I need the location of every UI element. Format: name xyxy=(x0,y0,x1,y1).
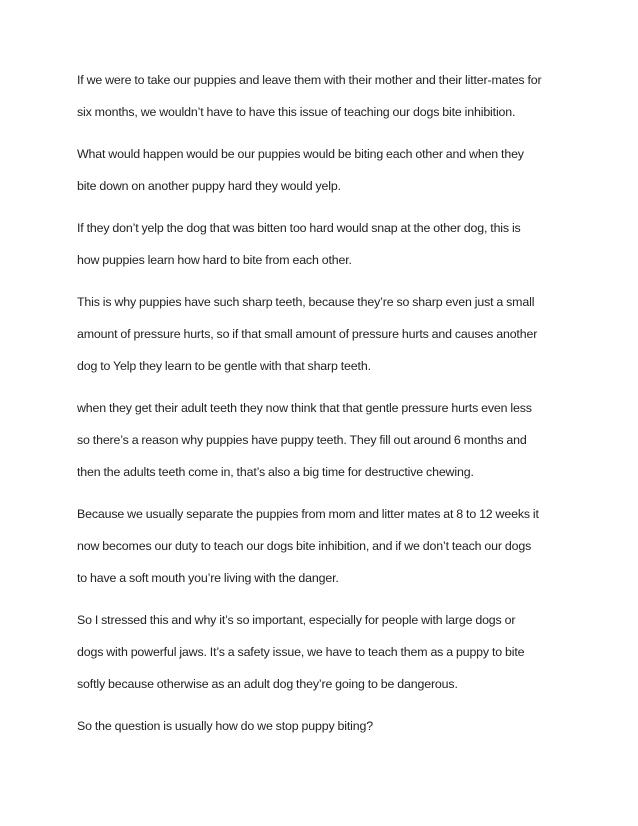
text-line: So I stressed this and why it’s so important, especially for people with large dogs or xyxy=(77,613,516,627)
text-line: when they get their adult teeth they now think that that gentle pressure hurts even less xyxy=(77,401,532,415)
paragraph xyxy=(77,286,577,382)
text-line: to have a soft mouth you’re living with the danger. xyxy=(77,571,339,585)
paragraph xyxy=(77,604,577,700)
paragraph xyxy=(77,138,577,202)
text-line: six months, we wouldn’t have to have this issue of teaching our dogs bite inhibition. xyxy=(77,105,516,119)
text-line: If they don’t yelp the dog that was bitten too hard would snap at the other dog, this is xyxy=(77,221,521,235)
paragraph xyxy=(77,212,577,276)
text-line: now becomes our duty to teach our dogs bite inhibition, and if we don’t teach our dogs xyxy=(77,539,532,553)
text-line: What would happen would be our puppies would be biting each other and when they xyxy=(77,147,524,161)
text-line: softly because otherwise as an adult dog they’re going to be dangerous. xyxy=(77,677,458,691)
text-line: This is why puppies have such sharp teeth, because they’re so sharp even just a small xyxy=(77,295,535,309)
paragraph xyxy=(77,392,577,488)
text-line: dogs with powerful jaws. It’s a safety issue, we have to teach them as a puppy to bite xyxy=(77,645,525,659)
text-line: amount of pressure hurts, so if that small amount of pressure hurts and causes another xyxy=(77,327,538,341)
text-line: Because we usually separate the puppies from mom and litter mates at 8 to 12 weeks it xyxy=(77,507,539,521)
text-line: how puppies learn how hard to bite from each other. xyxy=(77,253,352,267)
text-line: So the question is usually how do we stop puppy biting? xyxy=(77,719,373,733)
paragraph xyxy=(77,498,577,594)
paragraph xyxy=(77,710,577,742)
text-line: bite down on another puppy hard they would yelp. xyxy=(77,179,341,193)
text-line: If we were to take our puppies and leave them with their mother and their litter-mates for xyxy=(77,73,542,87)
text-line: dog to Yelp they learn to be gentle with that sharp teeth. xyxy=(77,359,371,373)
paragraph xyxy=(77,64,577,128)
text-line: so there’s a reason why puppies have puppy teeth. They fill out around 6 months and xyxy=(77,433,527,447)
text-line: then the adults teeth come in, that’s also a big time for destructive chewing. xyxy=(77,465,474,479)
document-body xyxy=(77,64,577,752)
